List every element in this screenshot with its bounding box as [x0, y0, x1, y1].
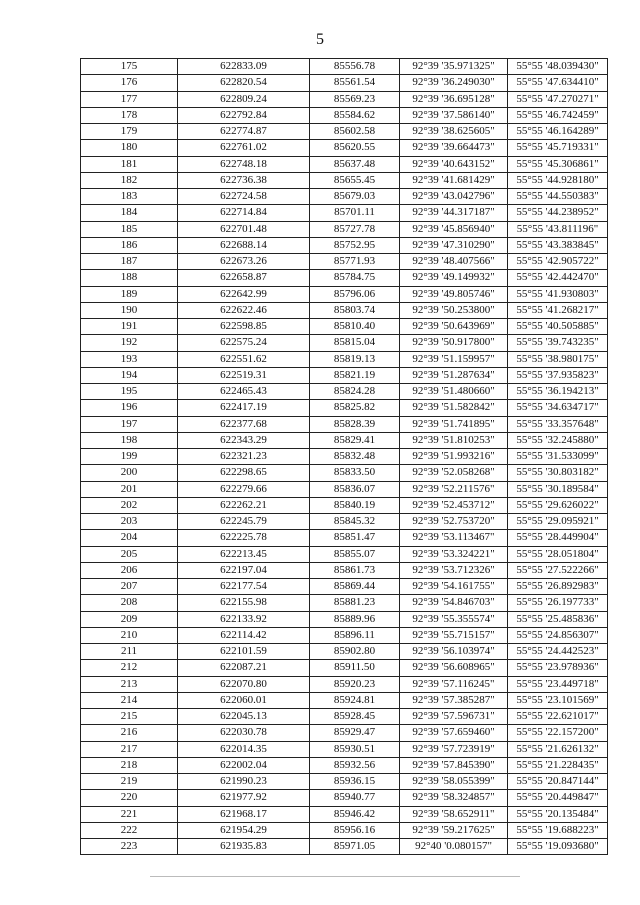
longitude-cell: 92°39 '55.715157" [400, 627, 508, 643]
latitude-cell: 55°55 '25.485836" [508, 611, 608, 627]
y-coordinate-cell: 85771.93 [310, 254, 400, 270]
y-coordinate-cell: 85815.04 [310, 335, 400, 351]
longitude-cell: 92°39 '50.643969" [400, 319, 508, 335]
y-coordinate-cell: 85956.16 [310, 822, 400, 838]
point-number-cell: 183 [81, 189, 178, 205]
x-coordinate-cell: 622014.35 [178, 741, 310, 757]
table-row [81, 790, 608, 806]
longitude-cell: 92°39 '37.586140" [400, 107, 508, 123]
table-row [81, 514, 608, 530]
point-number-cell: 182 [81, 172, 178, 188]
latitude-cell: 55°55 '43.383845" [508, 237, 608, 253]
longitude-cell: 92°39 '43.042796" [400, 189, 508, 205]
longitude-cell: 92°39 '41.681429" [400, 172, 508, 188]
latitude-cell: 55°55 '23.449718" [508, 676, 608, 692]
latitude-cell: 55°55 '32.245880" [508, 432, 608, 448]
table-row [81, 660, 608, 676]
point-number-cell: 211 [81, 644, 178, 660]
longitude-cell: 92°39 '36.249030" [400, 75, 508, 91]
table-row [81, 335, 608, 351]
longitude-cell: 92°40 '0.080157" [400, 839, 508, 855]
point-number-cell: 200 [81, 465, 178, 481]
table-row [81, 416, 608, 432]
table-row [81, 107, 608, 123]
table-row [81, 140, 608, 156]
point-number-cell: 205 [81, 546, 178, 562]
y-coordinate-cell: 85602.58 [310, 124, 400, 140]
longitude-cell: 92°39 '53.712326" [400, 562, 508, 578]
x-coordinate-cell: 622002.04 [178, 757, 310, 773]
y-coordinate-cell: 85896.11 [310, 627, 400, 643]
longitude-cell: 92°39 '51.159957" [400, 351, 508, 367]
latitude-cell: 55°55 '20.449847" [508, 790, 608, 806]
point-number-cell: 216 [81, 725, 178, 741]
longitude-cell: 92°39 '53.113467" [400, 530, 508, 546]
point-number-cell: 212 [81, 660, 178, 676]
y-coordinate-cell: 85832.48 [310, 449, 400, 465]
point-number-cell: 204 [81, 530, 178, 546]
point-number-cell: 177 [81, 91, 178, 107]
y-coordinate-cell: 85930.51 [310, 741, 400, 757]
longitude-cell: 92°39 '51.993216" [400, 449, 508, 465]
y-coordinate-cell: 85637.48 [310, 156, 400, 172]
point-number-cell: 192 [81, 335, 178, 351]
point-number-cell: 218 [81, 757, 178, 773]
latitude-cell: 55°55 '46.742459" [508, 107, 608, 123]
latitude-cell: 55°55 '23.978936" [508, 660, 608, 676]
longitude-cell: 92°39 '40.643152" [400, 156, 508, 172]
longitude-cell: 92°39 '52.453712" [400, 497, 508, 513]
latitude-cell: 55°55 '41.930803" [508, 286, 608, 302]
x-coordinate-cell: 622225.78 [178, 530, 310, 546]
table-row [81, 774, 608, 790]
latitude-cell: 55°55 '24.856307" [508, 627, 608, 643]
x-coordinate-cell: 622197.04 [178, 562, 310, 578]
latitude-cell: 55°55 '45.306861" [508, 156, 608, 172]
y-coordinate-cell: 85620.55 [310, 140, 400, 156]
coordinates-table [80, 58, 608, 855]
y-coordinate-cell: 85828.39 [310, 416, 400, 432]
point-number-cell: 175 [81, 59, 178, 75]
table-row [81, 611, 608, 627]
point-number-cell: 190 [81, 302, 178, 318]
y-coordinate-cell: 85819.13 [310, 351, 400, 367]
table-row [81, 627, 608, 643]
longitude-cell: 92°39 '51.582842" [400, 400, 508, 416]
point-number-cell: 189 [81, 286, 178, 302]
x-coordinate-cell: 622101.59 [178, 644, 310, 660]
x-coordinate-cell: 622622.46 [178, 302, 310, 318]
x-coordinate-cell: 622551.62 [178, 351, 310, 367]
latitude-cell: 55°55 '19.093680" [508, 839, 608, 855]
table-row [81, 205, 608, 221]
latitude-cell: 55°55 '36.194213" [508, 384, 608, 400]
latitude-cell: 55°55 '19.688223" [508, 822, 608, 838]
table-row [81, 432, 608, 448]
x-coordinate-cell: 622298.65 [178, 465, 310, 481]
table-row [81, 725, 608, 741]
point-number-cell: 181 [81, 156, 178, 172]
x-coordinate-cell: 622642.99 [178, 286, 310, 302]
longitude-cell: 92°39 '35.971325" [400, 59, 508, 75]
longitude-cell: 92°39 '56.103974" [400, 644, 508, 660]
longitude-cell: 92°39 '54.161755" [400, 579, 508, 595]
table-row [81, 351, 608, 367]
y-coordinate-cell: 85784.75 [310, 270, 400, 286]
table-row [81, 270, 608, 286]
x-coordinate-cell: 622045.13 [178, 709, 310, 725]
table-body [81, 59, 608, 855]
longitude-cell: 92°39 '38.625605" [400, 124, 508, 140]
latitude-cell: 55°55 '22.621017" [508, 709, 608, 725]
footer-divider [150, 876, 520, 877]
longitude-cell: 92°39 '51.480660" [400, 384, 508, 400]
point-number-cell: 220 [81, 790, 178, 806]
point-number-cell: 184 [81, 205, 178, 221]
point-number-cell: 223 [81, 839, 178, 855]
table-row [81, 400, 608, 416]
page-number: 5 [316, 31, 324, 48]
table-row [81, 189, 608, 205]
point-number-cell: 209 [81, 611, 178, 627]
x-coordinate-cell: 622575.24 [178, 335, 310, 351]
latitude-cell: 55°55 '21.228435" [508, 757, 608, 773]
latitude-cell: 55°55 '44.928180" [508, 172, 608, 188]
longitude-cell: 92°39 '58.055399" [400, 774, 508, 790]
point-number-cell: 197 [81, 416, 178, 432]
y-coordinate-cell: 85936.15 [310, 774, 400, 790]
x-coordinate-cell: 622417.19 [178, 400, 310, 416]
latitude-cell: 55°55 '47.270271" [508, 91, 608, 107]
latitude-cell: 55°55 '31.533099" [508, 449, 608, 465]
y-coordinate-cell: 85929.47 [310, 725, 400, 741]
y-coordinate-cell: 85881.23 [310, 595, 400, 611]
longitude-cell: 92°39 '58.324857" [400, 790, 508, 806]
latitude-cell: 55°55 '33.357648" [508, 416, 608, 432]
latitude-cell: 55°55 '27.522266" [508, 562, 608, 578]
point-number-cell: 179 [81, 124, 178, 140]
table-row [81, 75, 608, 91]
point-number-cell: 201 [81, 481, 178, 497]
point-number-cell: 194 [81, 367, 178, 383]
y-coordinate-cell: 85655.45 [310, 172, 400, 188]
x-coordinate-cell: 622377.68 [178, 416, 310, 432]
y-coordinate-cell: 85869.44 [310, 579, 400, 595]
y-coordinate-cell: 85561.54 [310, 75, 400, 91]
x-coordinate-cell: 622809.24 [178, 91, 310, 107]
longitude-cell: 92°39 '57.659460" [400, 725, 508, 741]
longitude-cell: 92°39 '51.287634" [400, 367, 508, 383]
x-coordinate-cell: 622030.78 [178, 725, 310, 741]
y-coordinate-cell: 85679.03 [310, 189, 400, 205]
point-number-cell: 210 [81, 627, 178, 643]
longitude-cell: 92°39 '58.652911" [400, 806, 508, 822]
x-coordinate-cell: 622060.01 [178, 692, 310, 708]
longitude-cell: 92°39 '45.856940" [400, 221, 508, 237]
y-coordinate-cell: 85701.11 [310, 205, 400, 221]
y-coordinate-cell: 85911.50 [310, 660, 400, 676]
x-coordinate-cell: 622736.38 [178, 172, 310, 188]
table-row [81, 579, 608, 595]
x-coordinate-cell: 622688.14 [178, 237, 310, 253]
latitude-cell: 55°55 '44.238952" [508, 205, 608, 221]
table-row [81, 757, 608, 773]
table-row [81, 709, 608, 725]
y-coordinate-cell: 85845.32 [310, 514, 400, 530]
point-number-cell: 185 [81, 221, 178, 237]
longitude-cell: 92°39 '51.810253" [400, 432, 508, 448]
latitude-cell: 55°55 '29.095921" [508, 514, 608, 530]
y-coordinate-cell: 85584.62 [310, 107, 400, 123]
x-coordinate-cell: 622761.02 [178, 140, 310, 156]
x-coordinate-cell: 622070.80 [178, 676, 310, 692]
y-coordinate-cell: 85727.78 [310, 221, 400, 237]
x-coordinate-cell: 622155.98 [178, 595, 310, 611]
x-coordinate-cell: 622343.29 [178, 432, 310, 448]
y-coordinate-cell: 85803.74 [310, 302, 400, 318]
x-coordinate-cell: 622177.54 [178, 579, 310, 595]
latitude-cell: 55°55 '30.803182" [508, 465, 608, 481]
longitude-cell: 92°39 '50.917800" [400, 335, 508, 351]
table-row [81, 124, 608, 140]
latitude-cell: 55°55 '26.892983" [508, 579, 608, 595]
longitude-cell: 92°39 '59.217625" [400, 822, 508, 838]
y-coordinate-cell: 85928.45 [310, 709, 400, 725]
latitude-cell: 55°55 '48.039430" [508, 59, 608, 75]
point-number-cell: 208 [81, 595, 178, 611]
x-coordinate-cell: 622465.43 [178, 384, 310, 400]
y-coordinate-cell: 85946.42 [310, 806, 400, 822]
point-number-cell: 207 [81, 579, 178, 595]
latitude-cell: 55°55 '29.626022" [508, 497, 608, 513]
point-number-cell: 215 [81, 709, 178, 725]
x-coordinate-cell: 621990.23 [178, 774, 310, 790]
table-row [81, 254, 608, 270]
longitude-cell: 92°39 '52.058268" [400, 465, 508, 481]
latitude-cell: 55°55 '40.505885" [508, 319, 608, 335]
y-coordinate-cell: 85940.77 [310, 790, 400, 806]
y-coordinate-cell: 85829.41 [310, 432, 400, 448]
x-coordinate-cell: 622774.87 [178, 124, 310, 140]
latitude-cell: 55°55 '34.634717" [508, 400, 608, 416]
latitude-cell: 55°55 '45.719331" [508, 140, 608, 156]
y-coordinate-cell: 85971.05 [310, 839, 400, 855]
y-coordinate-cell: 85836.07 [310, 481, 400, 497]
x-coordinate-cell: 622598.85 [178, 319, 310, 335]
table-row [81, 741, 608, 757]
latitude-cell: 55°55 '43.811196" [508, 221, 608, 237]
latitude-cell: 55°55 '26.197733" [508, 595, 608, 611]
point-number-cell: 213 [81, 676, 178, 692]
table-row [81, 221, 608, 237]
point-number-cell: 202 [81, 497, 178, 513]
table-row [81, 676, 608, 692]
y-coordinate-cell: 85889.96 [310, 611, 400, 627]
table-row [81, 806, 608, 822]
longitude-cell: 92°39 '47.310290" [400, 237, 508, 253]
latitude-cell: 55°55 '20.135484" [508, 806, 608, 822]
point-number-cell: 193 [81, 351, 178, 367]
longitude-cell: 92°39 '50.253800" [400, 302, 508, 318]
y-coordinate-cell: 85840.19 [310, 497, 400, 513]
x-coordinate-cell: 622279.66 [178, 481, 310, 497]
longitude-cell: 92°39 '49.805746" [400, 286, 508, 302]
x-coordinate-cell: 622792.84 [178, 107, 310, 123]
longitude-cell: 92°39 '39.664473" [400, 140, 508, 156]
table-row [81, 449, 608, 465]
x-coordinate-cell: 622245.79 [178, 514, 310, 530]
y-coordinate-cell: 85851.47 [310, 530, 400, 546]
x-coordinate-cell: 622114.42 [178, 627, 310, 643]
point-number-cell: 219 [81, 774, 178, 790]
x-coordinate-cell: 622701.48 [178, 221, 310, 237]
longitude-cell: 92°39 '49.149932" [400, 270, 508, 286]
longitude-cell: 92°39 '52.753720" [400, 514, 508, 530]
longitude-cell: 92°39 '55.355574" [400, 611, 508, 627]
latitude-cell: 55°55 '39.743235" [508, 335, 608, 351]
latitude-cell: 55°55 '42.442470" [508, 270, 608, 286]
point-number-cell: 187 [81, 254, 178, 270]
longitude-cell: 92°39 '57.723919" [400, 741, 508, 757]
x-coordinate-cell: 622519.31 [178, 367, 310, 383]
y-coordinate-cell: 85556.78 [310, 59, 400, 75]
latitude-cell: 55°55 '42.905722" [508, 254, 608, 270]
y-coordinate-cell: 85810.40 [310, 319, 400, 335]
latitude-cell: 55°55 '24.442523" [508, 644, 608, 660]
table-row [81, 530, 608, 546]
longitude-cell: 92°39 '57.116245" [400, 676, 508, 692]
point-number-cell: 195 [81, 384, 178, 400]
table-row [81, 286, 608, 302]
point-number-cell: 203 [81, 514, 178, 530]
table-row [81, 367, 608, 383]
y-coordinate-cell: 85796.06 [310, 286, 400, 302]
x-coordinate-cell: 621954.29 [178, 822, 310, 838]
table-row [81, 156, 608, 172]
longitude-cell: 92°39 '54.846703" [400, 595, 508, 611]
table-row [81, 319, 608, 335]
y-coordinate-cell: 85825.82 [310, 400, 400, 416]
point-number-cell: 199 [81, 449, 178, 465]
x-coordinate-cell: 622724.58 [178, 189, 310, 205]
longitude-cell: 92°39 '57.385287" [400, 692, 508, 708]
table-row [81, 384, 608, 400]
x-coordinate-cell: 622321.23 [178, 449, 310, 465]
x-coordinate-cell: 622748.18 [178, 156, 310, 172]
x-coordinate-cell: 622820.54 [178, 75, 310, 91]
table-row [81, 465, 608, 481]
longitude-cell: 92°39 '56.608965" [400, 660, 508, 676]
latitude-cell: 55°55 '38.980175" [508, 351, 608, 367]
point-number-cell: 176 [81, 75, 178, 91]
table-row [81, 497, 608, 513]
latitude-cell: 55°55 '28.051804" [508, 546, 608, 562]
point-number-cell: 221 [81, 806, 178, 822]
y-coordinate-cell: 85932.56 [310, 757, 400, 773]
longitude-cell: 92°39 '44.317187" [400, 205, 508, 221]
point-number-cell: 178 [81, 107, 178, 123]
table-row [81, 595, 608, 611]
point-number-cell: 196 [81, 400, 178, 416]
y-coordinate-cell: 85924.81 [310, 692, 400, 708]
x-coordinate-cell: 622658.87 [178, 270, 310, 286]
x-coordinate-cell: 622714.84 [178, 205, 310, 221]
point-number-cell: 214 [81, 692, 178, 708]
longitude-cell: 92°39 '57.596731" [400, 709, 508, 725]
point-number-cell: 222 [81, 822, 178, 838]
table-row [81, 59, 608, 75]
x-coordinate-cell: 622833.09 [178, 59, 310, 75]
point-number-cell: 217 [81, 741, 178, 757]
table-row [81, 91, 608, 107]
latitude-cell: 55°55 '28.449904" [508, 530, 608, 546]
latitude-cell: 55°55 '20.847144" [508, 774, 608, 790]
y-coordinate-cell: 85752.95 [310, 237, 400, 253]
y-coordinate-cell: 85824.28 [310, 384, 400, 400]
x-coordinate-cell: 622133.92 [178, 611, 310, 627]
x-coordinate-cell: 622087.21 [178, 660, 310, 676]
table-row [81, 562, 608, 578]
table-row [81, 822, 608, 838]
point-number-cell: 188 [81, 270, 178, 286]
latitude-cell: 55°55 '37.935823" [508, 367, 608, 383]
y-coordinate-cell: 85821.19 [310, 367, 400, 383]
x-coordinate-cell: 621968.17 [178, 806, 310, 822]
table-row [81, 839, 608, 855]
longitude-cell: 92°39 '36.695128" [400, 91, 508, 107]
y-coordinate-cell: 85920.23 [310, 676, 400, 692]
point-number-cell: 191 [81, 319, 178, 335]
x-coordinate-cell: 622213.45 [178, 546, 310, 562]
longitude-cell: 92°39 '53.324221" [400, 546, 508, 562]
latitude-cell: 55°55 '22.157200" [508, 725, 608, 741]
latitude-cell: 55°55 '44.550383" [508, 189, 608, 205]
table-row [81, 172, 608, 188]
latitude-cell: 55°55 '46.164289" [508, 124, 608, 140]
longitude-cell: 92°39 '48.407566" [400, 254, 508, 270]
y-coordinate-cell: 85833.50 [310, 465, 400, 481]
table-row [81, 481, 608, 497]
x-coordinate-cell: 621977.92 [178, 790, 310, 806]
longitude-cell: 92°39 '57.845390" [400, 757, 508, 773]
longitude-cell: 92°39 '51.741895" [400, 416, 508, 432]
point-number-cell: 180 [81, 140, 178, 156]
point-number-cell: 186 [81, 237, 178, 253]
y-coordinate-cell: 85569.23 [310, 91, 400, 107]
longitude-cell: 92°39 '52.211576" [400, 481, 508, 497]
table-row [81, 644, 608, 660]
y-coordinate-cell: 85902.80 [310, 644, 400, 660]
x-coordinate-cell: 622673.26 [178, 254, 310, 270]
latitude-cell: 55°55 '23.101569" [508, 692, 608, 708]
point-number-cell: 198 [81, 432, 178, 448]
table-row [81, 692, 608, 708]
latitude-cell: 55°55 '41.268217" [508, 302, 608, 318]
latitude-cell: 55°55 '30.189584" [508, 481, 608, 497]
table-row [81, 237, 608, 253]
y-coordinate-cell: 85861.73 [310, 562, 400, 578]
table-row [81, 302, 608, 318]
latitude-cell: 55°55 '21.626132" [508, 741, 608, 757]
latitude-cell: 55°55 '47.634410" [508, 75, 608, 91]
x-coordinate-cell: 622262.21 [178, 497, 310, 513]
table-row [81, 546, 608, 562]
y-coordinate-cell: 85855.07 [310, 546, 400, 562]
point-number-cell: 206 [81, 562, 178, 578]
x-coordinate-cell: 621935.83 [178, 839, 310, 855]
